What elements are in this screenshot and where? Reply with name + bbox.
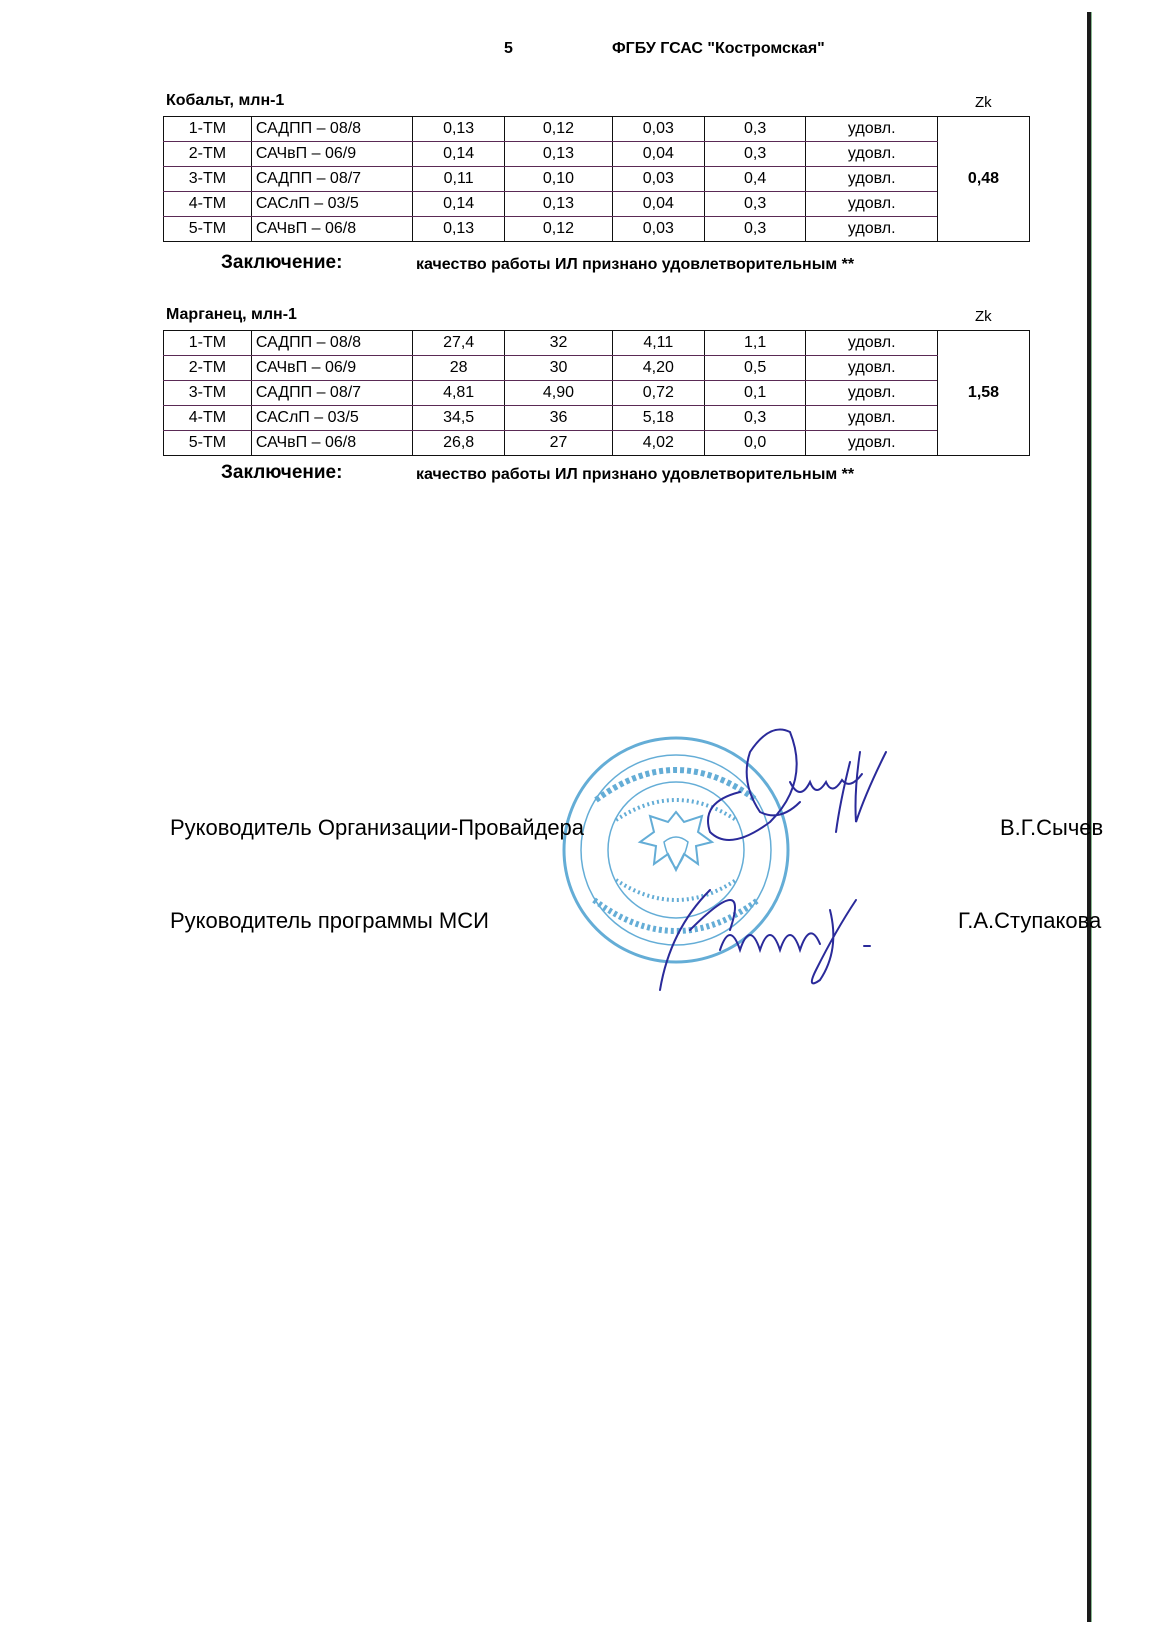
manganese-table xyxy=(163,330,1030,456)
page-number: 5 xyxy=(504,40,513,57)
table-cell: САДПП – 08/8 xyxy=(251,331,412,356)
table-cell: 0,11 xyxy=(413,167,505,192)
table-cell: 0,13 xyxy=(505,142,613,167)
cobalt-table xyxy=(163,116,1030,242)
cobalt-zk-value: 0,48 xyxy=(937,117,1029,242)
table-cell: 0,13 xyxy=(413,217,505,242)
table-cell: 26,8 xyxy=(413,431,505,456)
table-cell: удовл. xyxy=(806,142,938,167)
table-cell: 30 xyxy=(505,356,613,381)
table-cell: 0,3 xyxy=(704,192,806,217)
program-name: Г.А.Ступакова xyxy=(958,908,1102,933)
table-cell: удовл. xyxy=(806,192,938,217)
table-cell: удовл. xyxy=(806,381,938,406)
table-cell: удовл. xyxy=(806,356,938,381)
table-cell: 0,13 xyxy=(413,117,505,142)
table-cell: 1,1 xyxy=(704,331,806,356)
manganese-title: Марганец, млн-1 xyxy=(166,306,297,323)
table-cell: 0,04 xyxy=(612,192,704,217)
table-row xyxy=(164,356,1030,381)
table-cell: 2-ТМ xyxy=(164,142,252,167)
table-cell: 27,4 xyxy=(413,331,505,356)
table-cell: 0,3 xyxy=(704,117,806,142)
table-cell: САЧвП – 06/8 xyxy=(251,217,412,242)
cobalt-conclusion-label: Заключение: xyxy=(221,252,343,273)
table-cell: 3-ТМ xyxy=(164,381,252,406)
table-cell: 4,20 xyxy=(612,356,704,381)
organization-header: ФГБУ ГСАС "Костромская" xyxy=(612,40,825,57)
table-cell: 0,0 xyxy=(704,431,806,456)
table-cell: 4,81 xyxy=(413,381,505,406)
table-cell: САЧвП – 06/9 xyxy=(251,356,412,381)
table-cell: 0,72 xyxy=(612,381,704,406)
provider-role: Руководитель Организации-Провайдера xyxy=(170,815,585,840)
table-cell: 2-ТМ xyxy=(164,356,252,381)
provider-signature xyxy=(680,722,910,862)
table-cell: 0,03 xyxy=(612,217,704,242)
table-row xyxy=(164,406,1030,431)
table-cell: САДПП – 08/8 xyxy=(251,117,412,142)
table-row xyxy=(164,217,1030,242)
provider-name: В.Г.Сычев xyxy=(1000,815,1104,840)
program-signature xyxy=(650,870,910,1000)
table-cell: 0,13 xyxy=(505,192,613,217)
manganese-conclusion-text: качество работы ИЛ признано удовлетворительным ** xyxy=(416,466,855,483)
table-cell: САЧвП – 06/8 xyxy=(251,431,412,456)
table-row xyxy=(164,381,1030,406)
table-row xyxy=(164,192,1030,217)
table-cell: 3-ТМ xyxy=(164,167,252,192)
table-cell: 4,11 xyxy=(612,331,704,356)
table-cell: САДПП – 08/7 xyxy=(251,381,412,406)
table-cell: 0,3 xyxy=(704,142,806,167)
table-cell: 0,10 xyxy=(505,167,613,192)
table-cell: 32 xyxy=(505,331,613,356)
table-cell: САЧвП – 06/9 xyxy=(251,142,412,167)
table-cell: удовл. xyxy=(806,431,938,456)
table-row xyxy=(164,331,1030,356)
table-cell: 4,02 xyxy=(612,431,704,456)
table-cell: 0,5 xyxy=(704,356,806,381)
manganese-zk-value: 1,58 xyxy=(937,331,1029,456)
table-cell: 4-ТМ xyxy=(164,192,252,217)
table-cell: 0,3 xyxy=(704,406,806,431)
table-cell: САДПП – 08/7 xyxy=(251,167,412,192)
table-cell: 0,1 xyxy=(704,381,806,406)
table-cell: 5-ТМ xyxy=(164,217,252,242)
table-cell: 0,14 xyxy=(413,192,505,217)
table-cell: удовл. xyxy=(806,217,938,242)
table-cell: 0,12 xyxy=(505,117,613,142)
table-cell: 0,03 xyxy=(612,167,704,192)
table-cell: 0,3 xyxy=(704,217,806,242)
table-cell: САСлП – 03/5 xyxy=(251,406,412,431)
table-row xyxy=(164,167,1030,192)
table-cell: удовл. xyxy=(806,406,938,431)
table-cell: 36 xyxy=(505,406,613,431)
table-cell: САСлП – 03/5 xyxy=(251,192,412,217)
table-cell: удовл. xyxy=(806,167,938,192)
cobalt-zk-label: Zk xyxy=(975,94,992,111)
table-cell: 0,04 xyxy=(612,142,704,167)
table-cell: 0,03 xyxy=(612,117,704,142)
table-cell: 0,4 xyxy=(704,167,806,192)
manganese-conclusion-label: Заключение: xyxy=(221,462,343,483)
program-role: Руководитель программы МСИ xyxy=(170,908,489,933)
table-cell: удовл. xyxy=(806,331,938,356)
table-cell: 27 xyxy=(505,431,613,456)
manganese-zk-label: Zk xyxy=(975,308,992,325)
table-cell: удовл. xyxy=(806,117,938,142)
table-cell: 28 xyxy=(413,356,505,381)
table-cell: 4,90 xyxy=(505,381,613,406)
table-cell: 34,5 xyxy=(413,406,505,431)
table-row xyxy=(164,142,1030,167)
table-cell: 1-ТМ xyxy=(164,331,252,356)
table-cell: 5,18 xyxy=(612,406,704,431)
table-cell: 1-ТМ xyxy=(164,117,252,142)
cobalt-title: Кобальт, млн-1 xyxy=(166,92,285,109)
table-cell: 5-ТМ xyxy=(164,431,252,456)
table-row xyxy=(164,431,1030,456)
table-cell: 0,14 xyxy=(413,142,505,167)
table-row xyxy=(164,117,1030,142)
cobalt-conclusion-text: качество работы ИЛ признано удовлетворительным ** xyxy=(416,256,855,273)
table-cell: 0,12 xyxy=(505,217,613,242)
table-cell: 4-ТМ xyxy=(164,406,252,431)
